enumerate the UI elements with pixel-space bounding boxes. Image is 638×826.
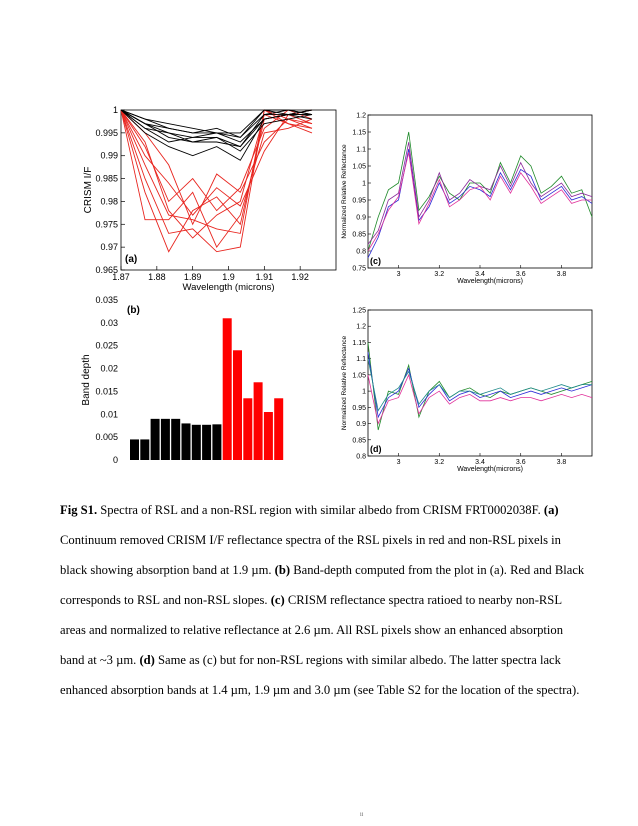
panel-c-xlabel: Wavelength(microns) [457, 278, 523, 285]
panel-a-ytick-label: 0.985 [95, 173, 118, 184]
caption-text-c: CRISM reflectance spectra ratioed to nearby non-RSL areas and normalized to relative reflectance at 2.6 µm. All RSL pixels show an enhanced absorption band at ~3 µm. [60, 593, 564, 667]
panel-c-series-blue [368, 149, 592, 258]
panel-a-xtick-label: 1.92 [291, 272, 309, 282]
panel-b-ytick-label: 0.01 [100, 409, 118, 420]
panel-b-ytick-label: 0.015 [95, 386, 118, 397]
panel-d-xtick-label: 3 [396, 459, 401, 466]
panel-b-bar-nonrsl-5 [171, 419, 180, 460]
panel-c-ytick-label: 0.9 [356, 214, 366, 222]
panel-b-bar-nonrsl-8 [202, 425, 211, 460]
panel-d-ytick-label: 1.1 [356, 356, 366, 364]
panel-c-xtick-label: 3 [396, 271, 401, 278]
caption-text-b: Band-depth computed from the plot in (a). Red and Black corresponds to RSL and non-RSL slopes. [60, 563, 585, 607]
panel-d-ytick-label: 1 [362, 388, 366, 396]
caption-intro: Spectra of RSL and a non-RSL region with similar albedo from CRISM FRT0002038F. [97, 503, 544, 517]
caption-tag-d: (d) [139, 653, 155, 667]
panel-c-ylabel: Normalized Relative Reflectance [341, 144, 348, 239]
panel-b-ytick-label: 0.025 [95, 340, 118, 351]
panel-c-ytick-label: 0.85 [352, 231, 366, 239]
caption-tag-c: (c) [270, 593, 285, 607]
panel-c-xtick-label: 3.8 [556, 271, 567, 278]
panel-d-xtick-label: 3.2 [434, 459, 445, 466]
panel-a-xtick-label: 1.88 [148, 272, 166, 282]
panel-b-bar-rsl-13 [254, 382, 263, 460]
panel-d-xlabel: Wavelength(microns) [457, 466, 523, 473]
panel-d-xtick-label: 3.8 [556, 459, 567, 466]
panel-a-ytick-label: 0.97 [100, 242, 118, 253]
panel-d-ytick-label: 1.15 [352, 339, 366, 347]
panel-d-series-green [368, 342, 592, 430]
panel-b-ytick-label: 0.035 [95, 295, 118, 305]
panel-b-ytick-label: 0.03 [100, 317, 118, 328]
panel-c-ytick-label: 1 [362, 180, 366, 188]
panel-b-label: (b) [127, 305, 140, 316]
panel-b-bar-nonrsl-4 [161, 419, 170, 460]
panel-b-bar-rsl-12 [243, 398, 252, 460]
figure-caption [60, 495, 588, 705]
caption-text-a: Continuum removed CRISM I/F reflectance spectra of the RSL pixels in red and non-RSL pixels in black showing absorption band at 1.9 µm. [60, 533, 561, 577]
panel-b-bar-nonrsl-2 [140, 439, 149, 460]
panel-a-xlabel: Wavelength (microns) [182, 282, 275, 293]
panel-c-ytick-label: 1.15 [352, 129, 366, 137]
panel-a-label: (a) [125, 254, 138, 265]
panel-d-xtick-label: 3.6 [515, 459, 526, 466]
caption-tag-a: (a) [543, 503, 559, 517]
panel-a-ytick-label: 0.99 [100, 150, 118, 161]
panel-a-ytick-label: 0.975 [95, 219, 118, 230]
page-number: ii [360, 812, 364, 818]
caption-text-d: Same as (c) but for non-RSL regions with similar albedo. The latter spectra lack enhanced absorption bands at 1.4 µm, 1.9 µm and 3.0 µm (see Table S2 for the location of the spectra). [60, 653, 580, 697]
panel-d-ytick-label: 0.8 [356, 453, 366, 461]
panel-c-label: (c) [370, 256, 381, 266]
panel-c-ytick-label: 1.05 [352, 163, 366, 171]
panel-c-xtick-label: 3.6 [515, 271, 526, 278]
panel-a-ytick-label: 0.98 [100, 196, 118, 207]
panel-b-ytick-label: 0 [112, 455, 118, 465]
panel-b-bar-nonrsl-1 [130, 439, 139, 460]
panel-b-ylabel: Band depth [81, 354, 92, 406]
panel-d-label: (d) [370, 444, 382, 454]
panel-a-xtick-label: 1.89 [183, 272, 202, 282]
panel-a-ylabel: CRISM I/F [83, 166, 94, 214]
panel-d-xtick-label: 3.4 [475, 459, 485, 466]
panel-a-ytick-label: 0.965 [95, 265, 118, 275]
panel-d-ytick-label: 1.2 [356, 323, 366, 331]
panel-c-ytick-label: 0.75 [352, 265, 366, 273]
panel-a-ytick-label: 0.995 [95, 127, 118, 138]
panel-b-bar-rsl-14 [264, 412, 273, 460]
panel-a-rsl-series-7 [121, 110, 312, 224]
panel-d-ytick-label: 1.25 [352, 307, 366, 315]
panel-d-ylabel: Normalized Relative Reflectance [341, 335, 348, 431]
panel-c-xtick-label: 3.4 [475, 271, 485, 278]
panel-d-series-blue [368, 352, 592, 417]
panel-a-frame [121, 110, 336, 270]
panel-c-series-purple [368, 142, 592, 244]
panel-b-ytick-label: 0.005 [95, 432, 118, 443]
panel-a-xtick-label: 1.87 [112, 272, 130, 282]
panel-c-ytick-label: 0.8 [356, 248, 366, 256]
panel-d-ytick-label: 0.95 [352, 404, 366, 412]
panel-a-xtick-label: 1.91 [255, 272, 274, 282]
panel-c-ytick-label: 1.2 [356, 112, 366, 120]
panel-b-bar-nonrsl-7 [192, 425, 201, 460]
panel-b-bar-nonrsl-3 [151, 419, 160, 460]
panel-b-bar-rsl-15 [274, 398, 283, 460]
panel-a-xtick-label: 1.9 [222, 272, 235, 282]
panel-b-bar-nonrsl-6 [182, 423, 191, 460]
panel-b-bar-rsl-11 [233, 350, 242, 460]
panel-d-ytick-label: 0.9 [356, 421, 366, 429]
panel-a-ytick-label: 1 [112, 105, 118, 115]
panel-a-nonrsl-series-4 [121, 110, 312, 151]
panel-c-ytick-label: 1.1 [356, 146, 366, 154]
panel-d-ytick-label: 1.05 [352, 372, 366, 380]
panel-b-bar-nonrsl-9 [212, 424, 221, 460]
caption-label: Fig S1. [60, 503, 98, 517]
panel-b-bar-rsl-10 [223, 318, 232, 460]
caption-tag-b: (b) [274, 563, 291, 577]
panel-d-ytick-label: 0.85 [352, 437, 366, 445]
panel-b-ytick-label: 0.02 [100, 363, 118, 374]
panel-c-ytick-label: 0.95 [352, 197, 366, 205]
panel-c-xtick-label: 3.2 [434, 271, 445, 278]
